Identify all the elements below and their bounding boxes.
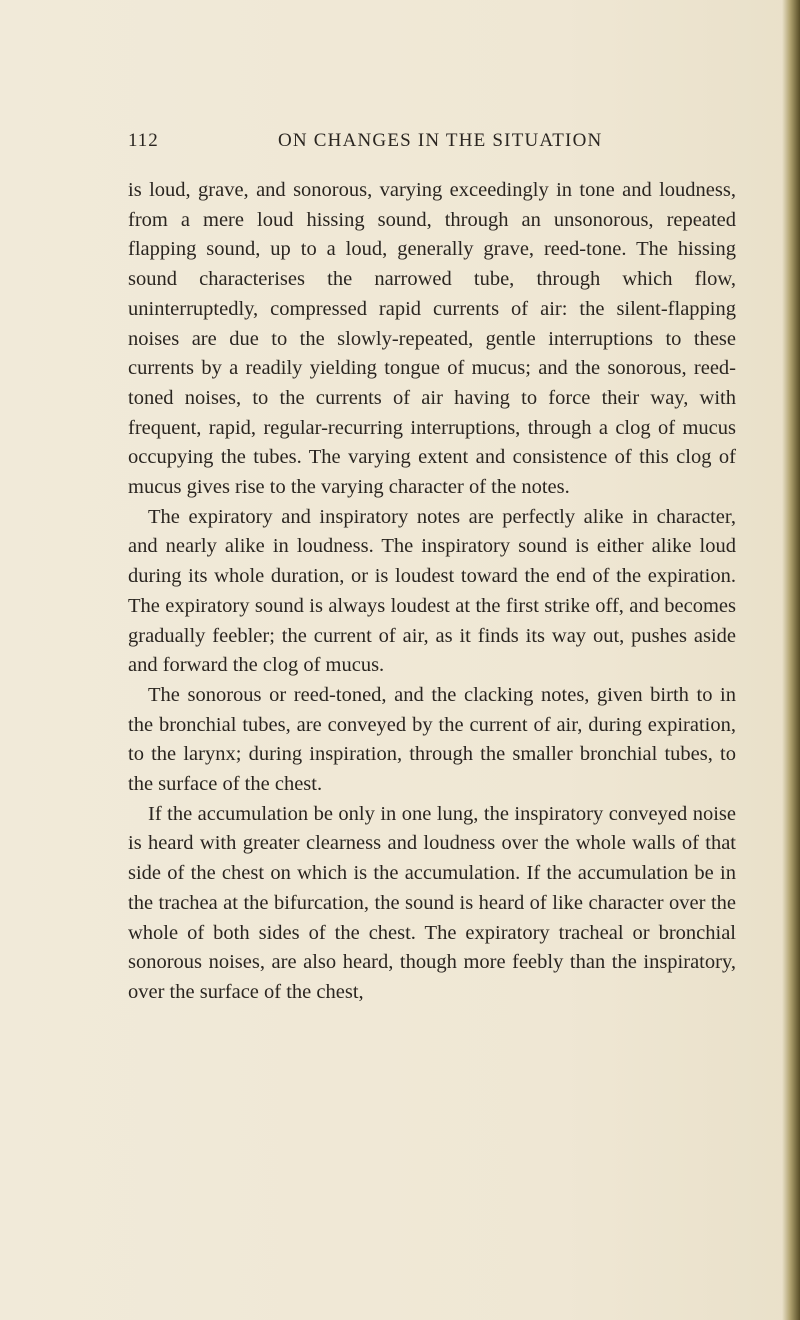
paragraph-2: The expiratory and inspiratory notes are perfectly alike in character, and nearly alike in loudness. The inspiratory sound is either alike loud during its whole duration, or is loudest toward the end of the expiration. The expiratory sound is always loudest at the first strike off, and becomes gradually feebler; the current of air, as it finds its way out, pushes aside and forward the clog of mucus. [128,505,736,677]
paragraph-1: is loud, grave, and sonorous, varying exceedingly in tone and loudness, from a mere loud hissing sound, through an unsonorous, repeated flapping sound, up to a loud, generally grave, reed-tone. The hissing sound characterises the narrowed tube, through which flow, uninterruptedly, compressed rapid currents of air: the silent-flapping noises are due to the slowly-repeated, gentle interruptions to these currents by a readily yielding tongue of mucus; and the sonorous, reed-toned noises, to the currents of air having to force their way, with frequent, rapid, regular-recurring interruptions, through a clog of mucus occupying the tubes. The varying extent and consistence of this clog of mucus gives rise to the varying character of the notes. [128,179,736,499]
paragraph-3: The sonorous or reed-toned, and the clacking notes, given birth to in the bronchial tubes, are conveyed by the current of air, during expiration, to the larynx; during inspiration, through the smaller bronchial tubes, to the surface of the chest. [128,683,736,796]
page-number: 112 [128,130,159,151]
paragraph-4: If the accumulation be only in one lung, the inspiratory conveyed noise is heard with greater clearness and loudness over the whole walls of that side of the chest on which is the accumulation. If the accumulation be in the trachea at the bifurcation, the sound is heard of like character over the whole of both sides of the chest. The expiratory tracheal or bronchial sonorous noises, are also heard, though more feebly than the inspiratory, over the surface of the chest, [128,802,736,1003]
page-header [128,130,708,160]
body-text [128,176,736,1008]
running-head: ON CHANGES IN THE SITUATION [278,130,603,151]
page-edge-shadow [782,0,800,1320]
